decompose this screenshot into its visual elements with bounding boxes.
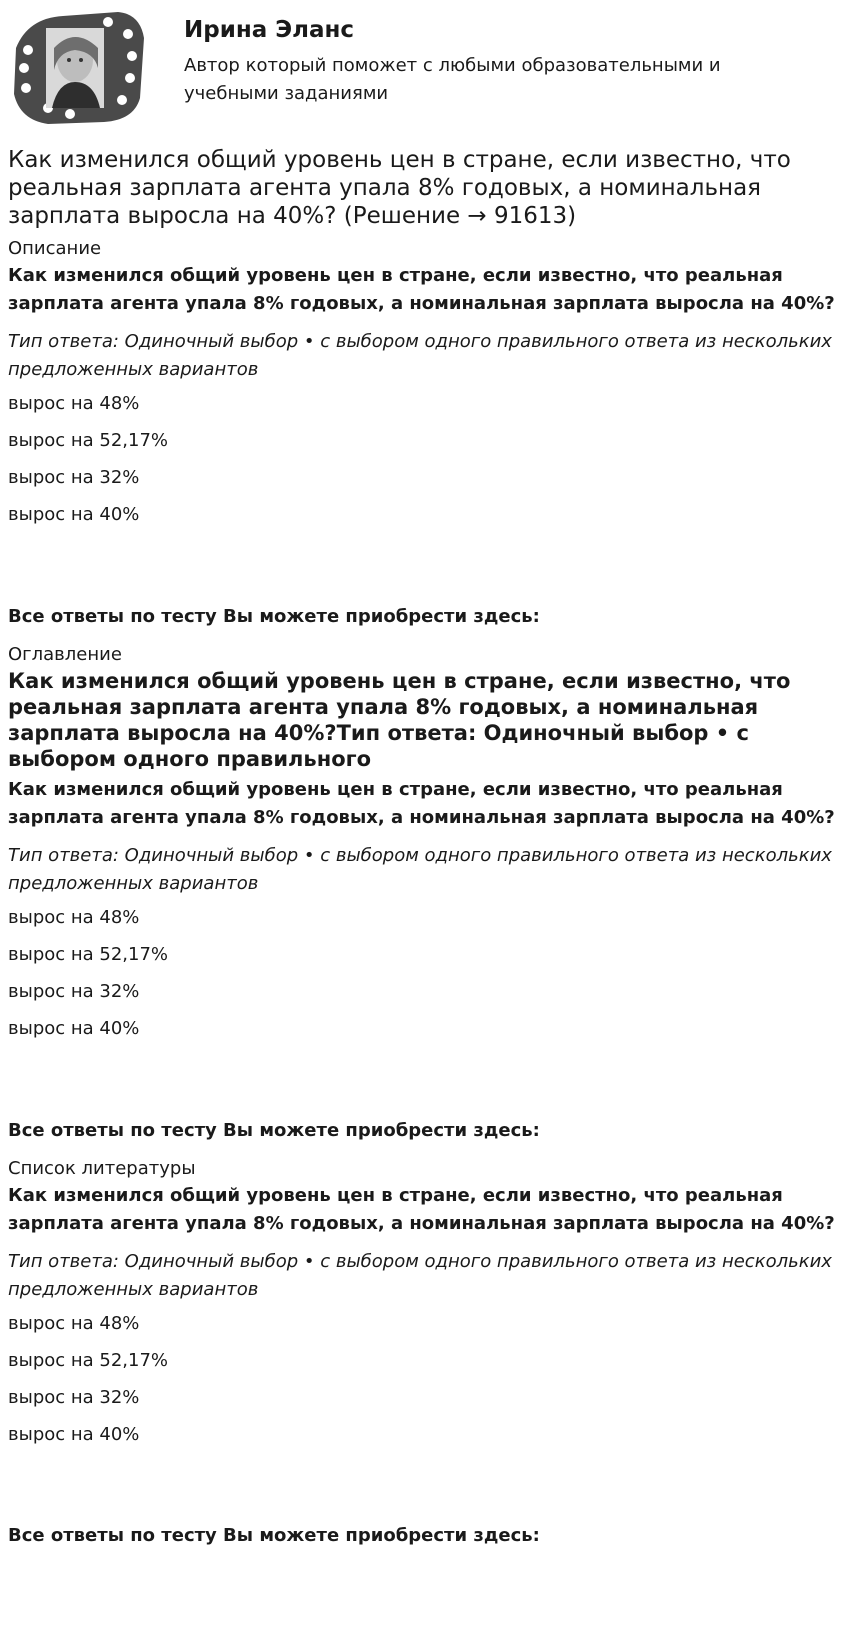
answer-type: Тип ответа: Одиночный выбор • с выбором одного правильного ответа из нескольких предложенных вариантов [8, 331, 832, 380]
question-text: Как изменился общий уровень цен в стране, если известно, что реальная зарплата агента упала 8% годовых, а номинальная зарплата выросла на 40%? [8, 779, 835, 828]
author-name[interactable]: Ирина Эланс [184, 17, 355, 43]
option-item: вырос на 40% [8, 1424, 140, 1445]
answer-type: Тип ответа: Одиночный выбор • с выбором одного правильного ответа из нескольких предложенных вариантов [8, 1251, 832, 1300]
toc-title: Как изменился общий уровень цен в стране, если известно, что реальная зарплата агента упала 8% годовых, а номинальная зарплата выросла на 40%?Тип ответа: Одиночный выбор • с выбором одного правильного [8, 669, 791, 771]
section-heading: Список литературы [8, 1158, 196, 1179]
section-heading: Описание [8, 238, 102, 259]
option-item: вырос на 40% [8, 1018, 140, 1039]
option-item: вырос на 48% [8, 1313, 140, 1334]
option-item: вырос на 32% [8, 1387, 140, 1408]
options-list [8, 390, 836, 538]
page-title: Как изменился общий уровень цен в стране, если известно, что реальная зарплата агента упала 8% годовых, а номинальная зарплата выросла на 40%? (Решение → 91613) [8, 147, 791, 229]
answer-type: Тип ответа: Одиночный выбор • с выбором одного правильного ответа из нескольких предложенных вариантов [8, 845, 832, 894]
author-block [8, 8, 838, 128]
options-list [8, 904, 836, 1052]
section-toc [8, 642, 836, 1052]
option-item: вырос на 48% [8, 393, 140, 414]
option-item: вырос на 52,17% [8, 1350, 169, 1371]
option-item: вырос на 48% [8, 907, 140, 928]
author-avatar [8, 8, 148, 126]
section-heading: Оглавление [8, 644, 122, 665]
options-list [8, 1310, 836, 1458]
option-item: вырос на 52,17% [8, 944, 169, 965]
all-answers-link[interactable]: Все ответы по тесту Вы можете приобрести здесь: [8, 606, 540, 627]
question-text: Как изменился общий уровень цен в стране, если известно, что реальная зарплата агента упала 8% годовых, а номинальная зарплата выросла на 40%? [8, 265, 835, 314]
option-item: вырос на 32% [8, 467, 140, 488]
option-item: вырос на 32% [8, 981, 140, 1002]
all-answers-link[interactable]: Все ответы по тесту Вы можете приобрести здесь: [8, 1525, 540, 1546]
option-item: вырос на 40% [8, 504, 140, 525]
author-description: Автор который поможет с любыми образовательными и учебными заданиями [184, 55, 721, 104]
section-references [8, 1156, 836, 1458]
section-description [8, 236, 836, 538]
option-item: вырос на 52,17% [8, 430, 169, 451]
question-text: Как изменился общий уровень цен в стране, если известно, что реальная зарплата агента упала 8% годовых, а номинальная зарплата выросла на 40%? [8, 1185, 835, 1234]
all-answers-link[interactable]: Все ответы по тесту Вы можете приобрести здесь: [8, 1120, 540, 1141]
